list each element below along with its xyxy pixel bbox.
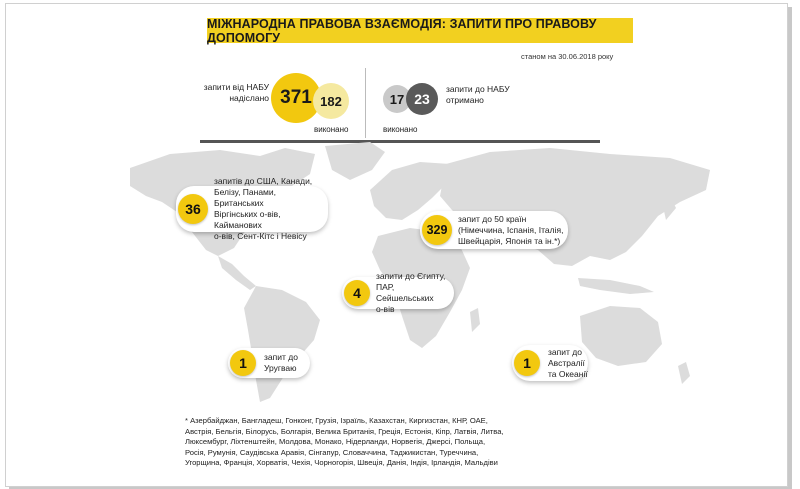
- received-done-circle: 17: [383, 85, 411, 113]
- footnote: * Азербайджан, Бангладеш, Гонконг, Грузія, Ізраїль, Казахстан, Киргизстан, КНР, ОАЕ, Австрія, Бельгія, Білорусь, Болгарія, Велика Британія, Греція, Естонія, Кіпр, Латвія, Литва, Люксембург, Ліхтенштейн, Молдова, Монако, Нідерланди, Норвегія, Джерсі, Польща, Росія, Румунія, Саудівська Аравія, Сінгапур, Словаччина, Таджикистан, Туреччина, Угорщина, Франція, Хорватія, Чехія, Чорногорія, Швеція, Данія, Індія, Ірландія, Мальдіви: [185, 416, 504, 467]
- region-uruguay-callout: [228, 348, 310, 378]
- region-egypt-count: 4: [344, 280, 370, 306]
- divider-vertical: [365, 68, 366, 138]
- region-egypt-callout: [342, 271, 454, 314]
- region-usa-text: запитів до США, Канади, Белізу, Панами, Британських Віргінських о-вів, Кайманових о-вів, Сент-Кітс і Невісу: [214, 176, 313, 241]
- indonesia-shape: [578, 278, 654, 294]
- region-uruguay-count: 1: [230, 350, 256, 376]
- region-australia-callout: [512, 345, 588, 381]
- as-of-date: станом на 30.06.2018 року: [521, 52, 614, 61]
- greenland-shape: [325, 142, 385, 180]
- region-fifty-text: запит до 50 країн (Німеччина, Іспанія, Італія, Швейцарія, Японія та ін.*): [458, 213, 564, 246]
- central-america-shape: [218, 256, 256, 290]
- sent-label: запити від НАБУ надіслано: [203, 82, 269, 103]
- region-fifty-count: 329: [422, 215, 452, 245]
- new-zealand-shape: [678, 362, 690, 384]
- page-title: МІЖНАРОДНА ПРАВОВА ВЗАЄМОДІЯ: ЗАПИТИ ПРО ПРАВОВУ ДОПОМОГУ: [207, 18, 633, 43]
- region-australia-text: запит до Австралії та Океанії: [548, 346, 588, 379]
- south-america-shape: [244, 286, 320, 402]
- sent-done-label: виконано: [314, 125, 349, 134]
- region-uruguay-text: запит до Уругваю: [264, 352, 298, 373]
- region-usa-count: 36: [178, 194, 208, 224]
- sent-done-circle: 182: [313, 83, 349, 119]
- region-usa-callout: [176, 176, 328, 241]
- region-egypt-text: запити до Єгипту, ПАР, Сейшельських о-вів: [376, 271, 446, 314]
- region-australia-count: 1: [514, 350, 540, 376]
- received-total-circle: 23: [406, 83, 438, 115]
- received-label: запити до НАБУ отримано: [446, 84, 510, 105]
- madagascar-shape: [470, 308, 480, 332]
- australia-shape: [580, 306, 662, 366]
- region-fifty-countries-callout: [420, 211, 568, 249]
- sent-total-circle: 371: [271, 73, 321, 123]
- received-done-label: виконано: [383, 125, 418, 134]
